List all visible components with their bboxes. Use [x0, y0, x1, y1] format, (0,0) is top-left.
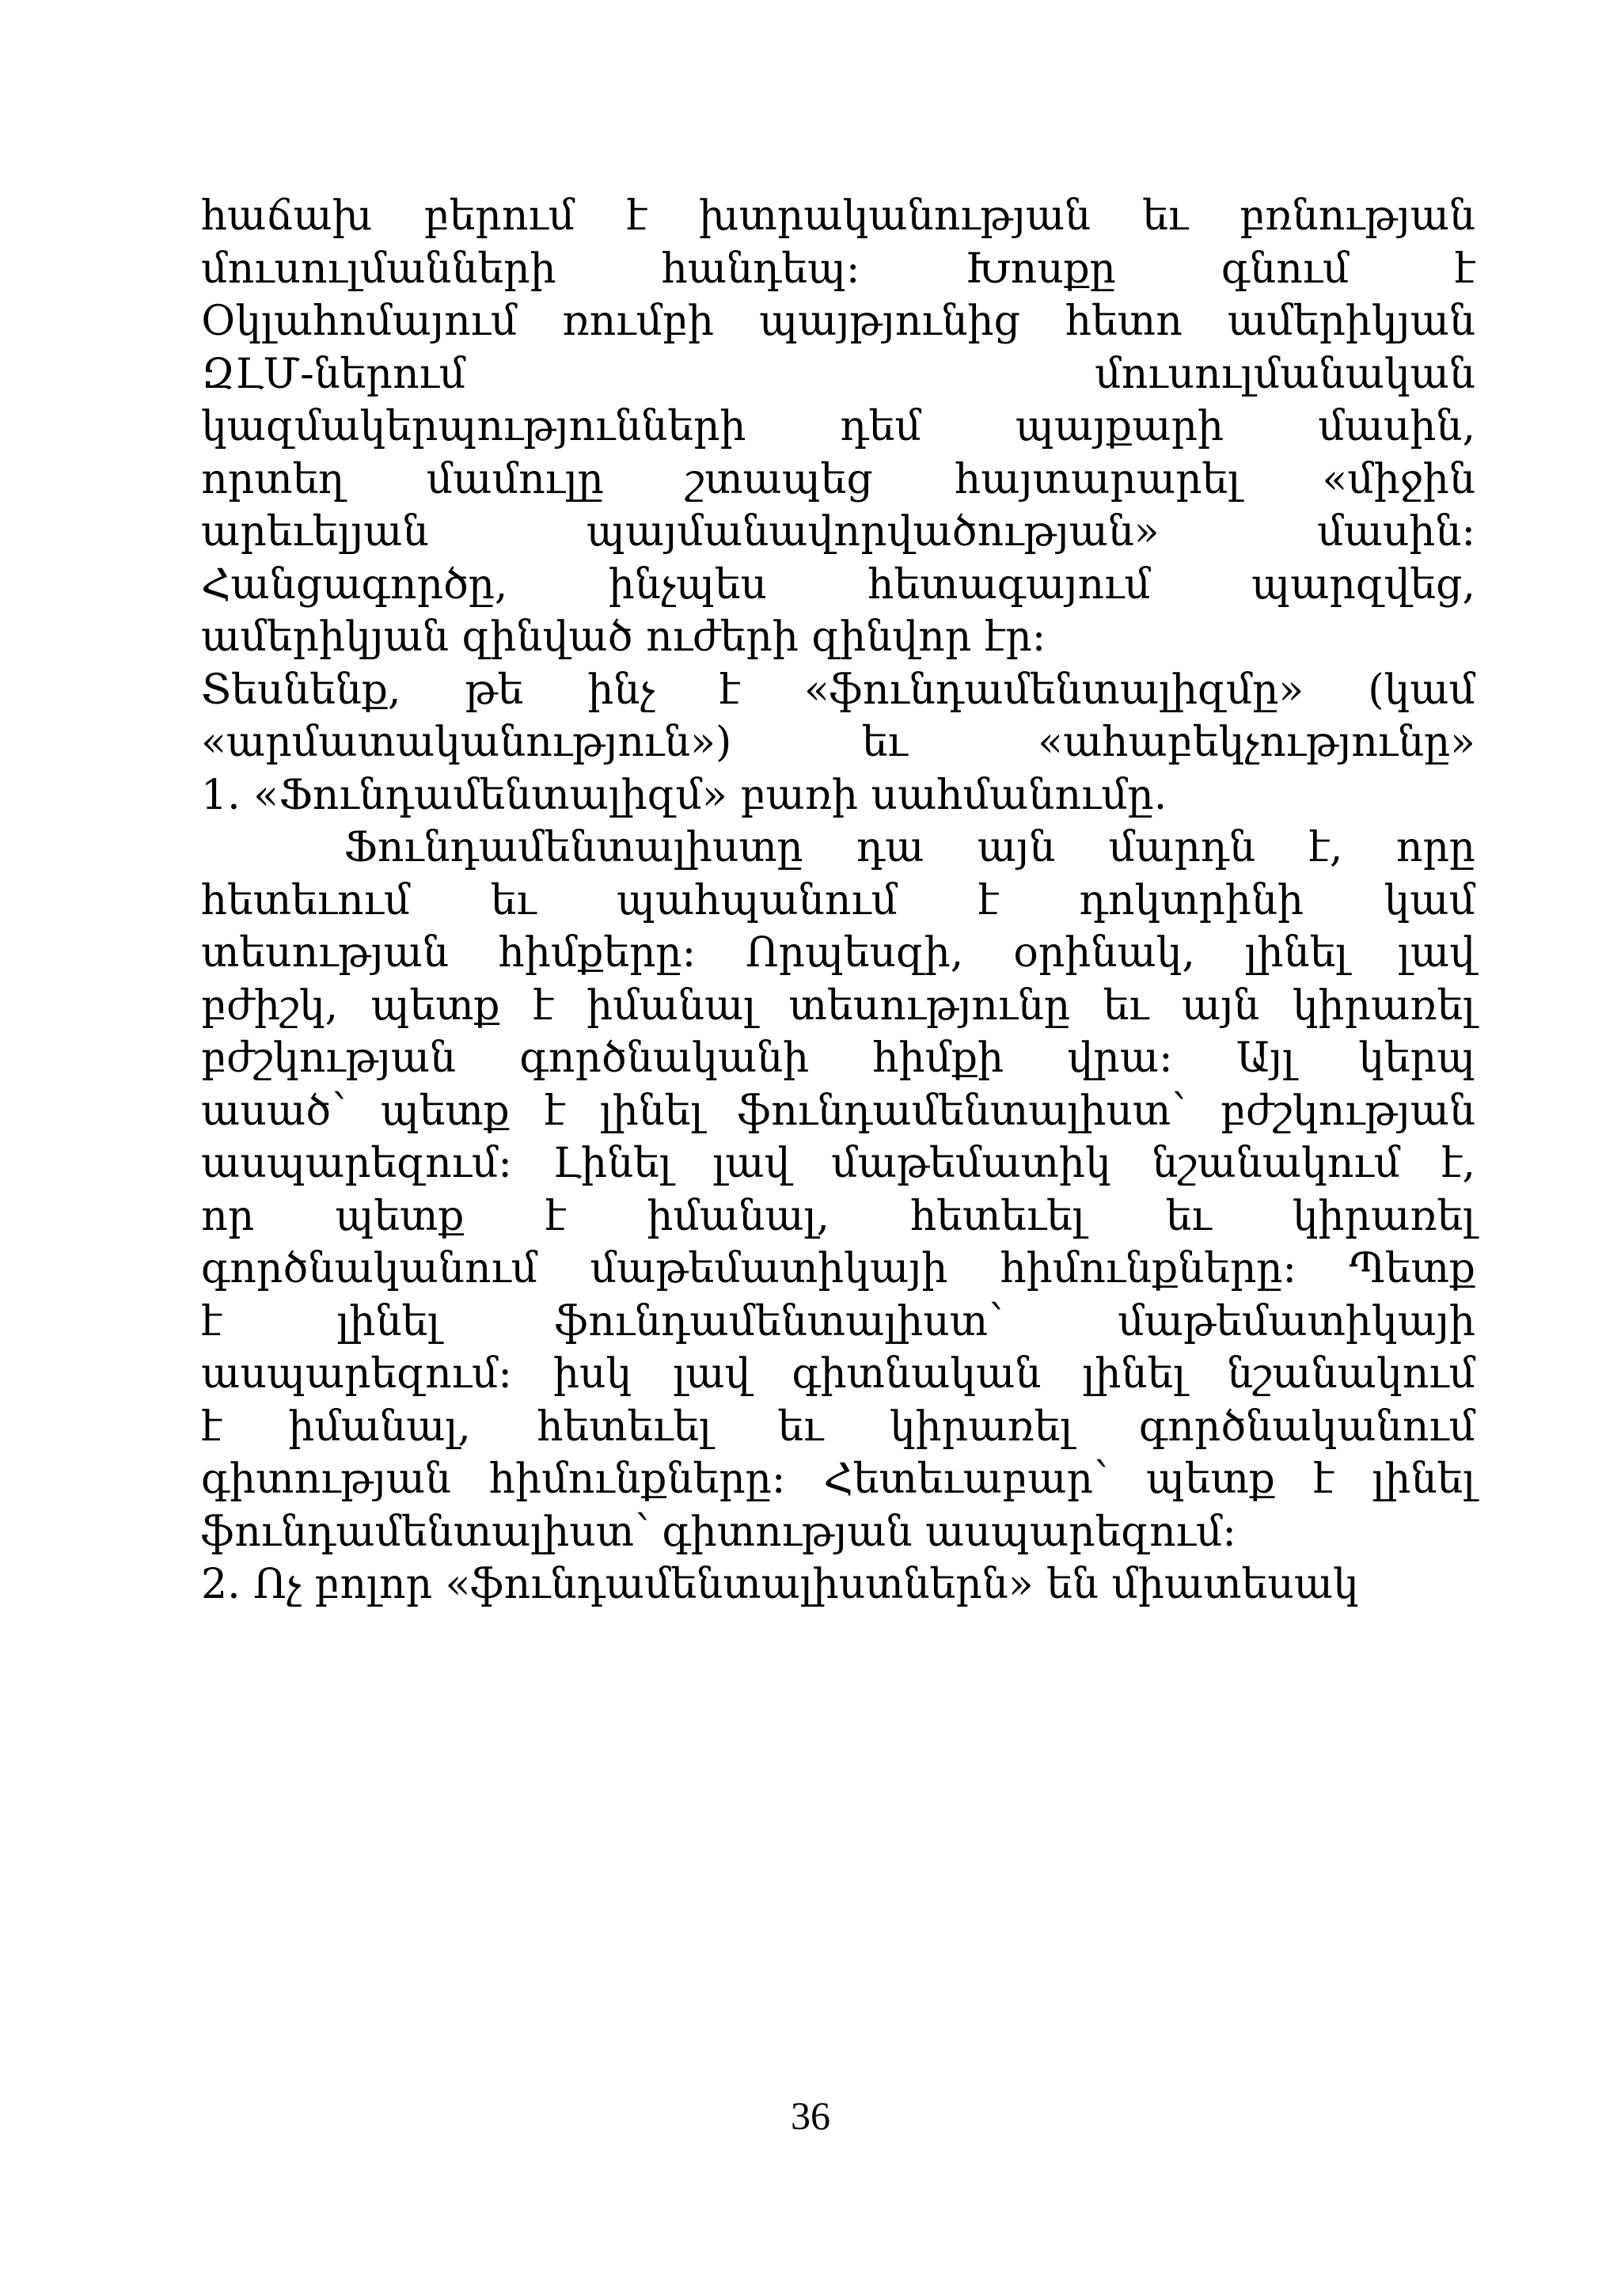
text-line: հետեւում եւ պահպանում է դոկտրինի կամ	[201, 876, 1475, 924]
text-line: արեւելյան պայմանավորվածության» մասին:	[201, 508, 1475, 556]
body-text	[201, 190, 1475, 1611]
text-line: ֆունդամենտալիստ՝ գիտության ասպարեզում:	[201, 1508, 1236, 1556]
text-line: որտեղ մամուլը շտապեց հայտարարել «միջին	[201, 455, 1475, 503]
text-line: բժիշկ, պետք է իմանալ տեսությունը եւ այն կիրառել	[201, 981, 1475, 1030]
text-line: Օկլահոմայում ռումբի պայթյունից հետո ամերիկյան	[201, 298, 1475, 345]
text-line: գործնականում մաթեմատիկայի հիմունքները: Պետք	[201, 1245, 1475, 1292]
text-line: ասպարեզում: Լինել լավ մաթեմատիկ նշանակում է,	[201, 1140, 1475, 1187]
text-line: է իմանալ, հետեւել եւ կիրառել գործնականում	[201, 1402, 1475, 1451]
text-line: Տեսնենք, թե ինչ է «ֆունդամենտալիզմը» (կամ	[201, 666, 1475, 714]
text-line: գիտության հիմունքները: Հետեւաբար՝ պետք է լինել	[201, 1455, 1475, 1503]
text-line: ԶԼՄ-ներում մուսուլմանական	[201, 350, 1475, 398]
text-line: «արմատականություն») եւ «ահաբեկչությունը»	[201, 719, 1475, 766]
text-line: որ պետք է իմանալ, հետեւել եւ կիրառել	[201, 1192, 1475, 1240]
section-heading: 2. Ոչ բոլոր «ֆունդամենտալիստներն» են միատեսակ	[201, 1561, 1359, 1608]
text-line: մուսուլմանների հանդեպ: Խոսքը գնում է	[201, 245, 1475, 293]
section-heading: 1. «Ֆունդամենտալիզմ» բառի սահմանումը.	[201, 771, 1167, 819]
text-line: հաճախ բերում է խտրականության եւ բռնության	[201, 192, 1475, 240]
text-line: է լինել ֆունդամենտալիստ՝ մաթեմատիկայի	[201, 1297, 1475, 1345]
text-line: կազմակերպությունների դեմ պայքարի մասին,	[201, 403, 1475, 450]
text-line: ասպարեզում: իսկ լավ գիտնական լինել նշանակում	[201, 1350, 1475, 1398]
text-line: տեսության հիմքերը: Որպեսզի, օրինակ, լինել լավ	[201, 929, 1475, 977]
text-line: ամերիկյան զինված ուժերի զինվոր էր:	[201, 613, 1046, 661]
text-line: Ֆունդամենտալիստը դա այն մարդն է, որը	[344, 824, 1475, 871]
page-number: 36	[791, 2093, 830, 2138]
text-line: բժշկության գործնականի հիմքի վրա: Այլ կերպ	[201, 1034, 1475, 1082]
text-line: Հանցագործը, ինչպես հետագայում պարզվեց,	[201, 560, 1475, 609]
text-line: ասած՝ պետք է լինել ֆունդամենտալիստ՝ բժշկության	[201, 1087, 1475, 1135]
